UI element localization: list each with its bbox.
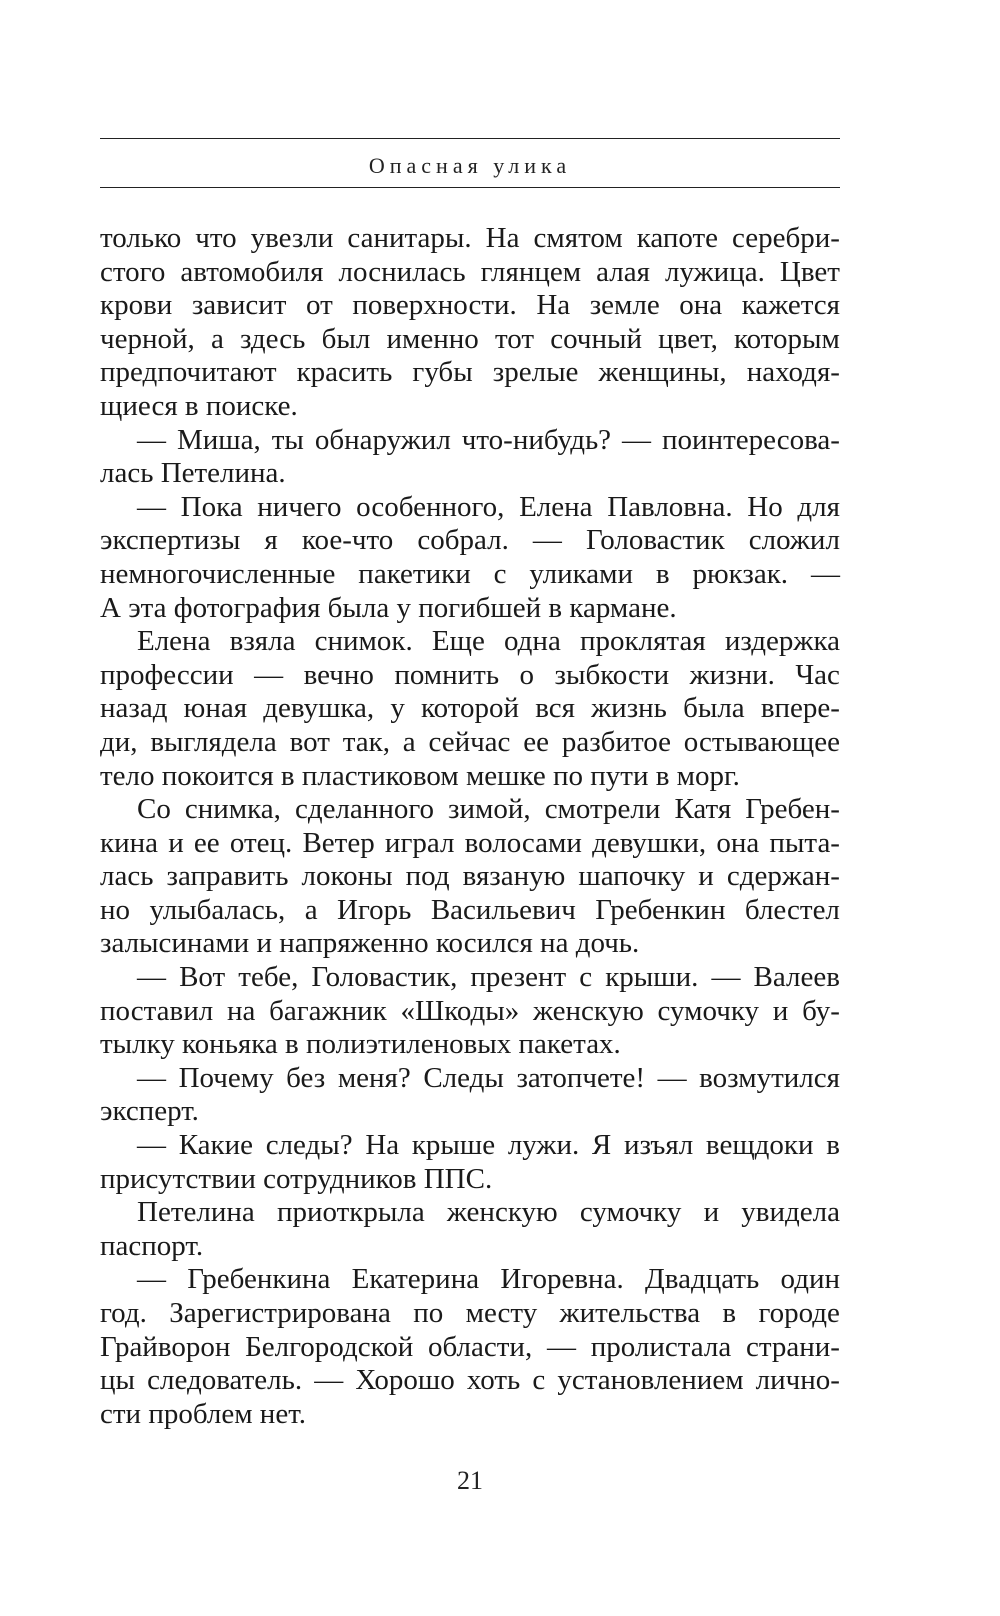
text-line: — Почему без меня? Следы затопчете! — возмутился — [137, 1061, 840, 1094]
text-line: Грайворон Белгородской области, — пролистала страни- — [100, 1330, 840, 1363]
text-line: — Вот тебе, Головастик, презент с крыши. — Валеев — [137, 961, 840, 994]
text-line: кина и ее отец. Ветер играл волосами девушки, она пыта- — [100, 826, 840, 859]
text-line: лась Петелина. — [100, 457, 286, 490]
text-line: профессии — вечно помнить о зыбкости жизни. Час — [100, 658, 840, 691]
text-line: поставил на багажник «Шкоды» женскую сумочку и бу- — [100, 994, 840, 1027]
text-line: немногочисленные пакетики с уликами в рюкзак. — — [100, 557, 840, 590]
text-line: Елена взяла снимок. Еще одна проклятая издержка — [137, 625, 840, 658]
text-line: — Миша, ты обнаружил что-нибудь? — поинтересова- — [137, 423, 840, 456]
text-line: ди, выглядела вот так, а сейчас ее разбитое остывающее — [100, 725, 840, 758]
text-line: назад юная девушка, у которой вся жизнь была впере- — [100, 692, 840, 725]
text-line: Со снимка, сделанного зимой, смотрели Катя Гребен- — [137, 793, 840, 826]
text-line: А эта фотография была у погибшей в кармане. — [100, 591, 677, 624]
text-line: паспорт. — [100, 1229, 204, 1262]
running-header-title: Опасная улика — [368, 153, 572, 178]
text-line: только что увезли санитары. На смятом капоте серебри- — [100, 222, 840, 254]
text-line: присутствии сотрудников ППС. — [100, 1162, 493, 1195]
text-line: экспертизы я кое-что собрал. — Головастик сложил — [100, 524, 840, 557]
text-line: крови зависит от поверхности. На земле она кажется — [100, 289, 840, 322]
text-line: но улыбалась, а Игорь Васильевич Гребенкин блестел — [100, 893, 840, 926]
text-line: сти проблем нет. — [100, 1397, 306, 1430]
text-line: стого автомобиля лоснилась глянцем алая лужица. Цвет — [100, 255, 840, 288]
page-number: 21 — [457, 1466, 483, 1495]
text-line: — Пока ничего особенного, Елена Павловна. Но для — [137, 490, 840, 523]
text-line: год. Зарегистрирована по месту жительства в городе — [100, 1297, 840, 1329]
body-text — [100, 222, 840, 1431]
text-line: цы следователь. — Хорошо хоть с установлением лично- — [100, 1364, 840, 1397]
text-line: Петелина приоткрыла женскую сумочку и увидела — [137, 1196, 840, 1229]
text-line: лась заправить локоны под вязаную шапочку и сдержан- — [100, 860, 840, 893]
text-line: — Гребенкина Екатерина Игоревна. Двадцать один — [137, 1263, 840, 1296]
text-line: — Какие следы? На крыше лужи. Я изъял вещдоки в — [137, 1129, 840, 1162]
text-line: щиеся в поиске. — [100, 389, 298, 422]
running-header — [100, 138, 840, 188]
text-line: черной, а здесь был именно тот сочный цвет, которым — [100, 322, 840, 355]
text-line: эксперт. — [100, 1095, 199, 1128]
text-line: предпочитают красить губы зрелые женщины, находя- — [100, 356, 840, 389]
text-line: тело покоится в пластиковом мешке по пути в морг. — [100, 759, 740, 792]
text-line: залысинами и напряженно косился на дочь. — [100, 927, 640, 960]
text-line: тылку коньяка в полиэтиленовых пакетах. — [100, 1028, 621, 1061]
